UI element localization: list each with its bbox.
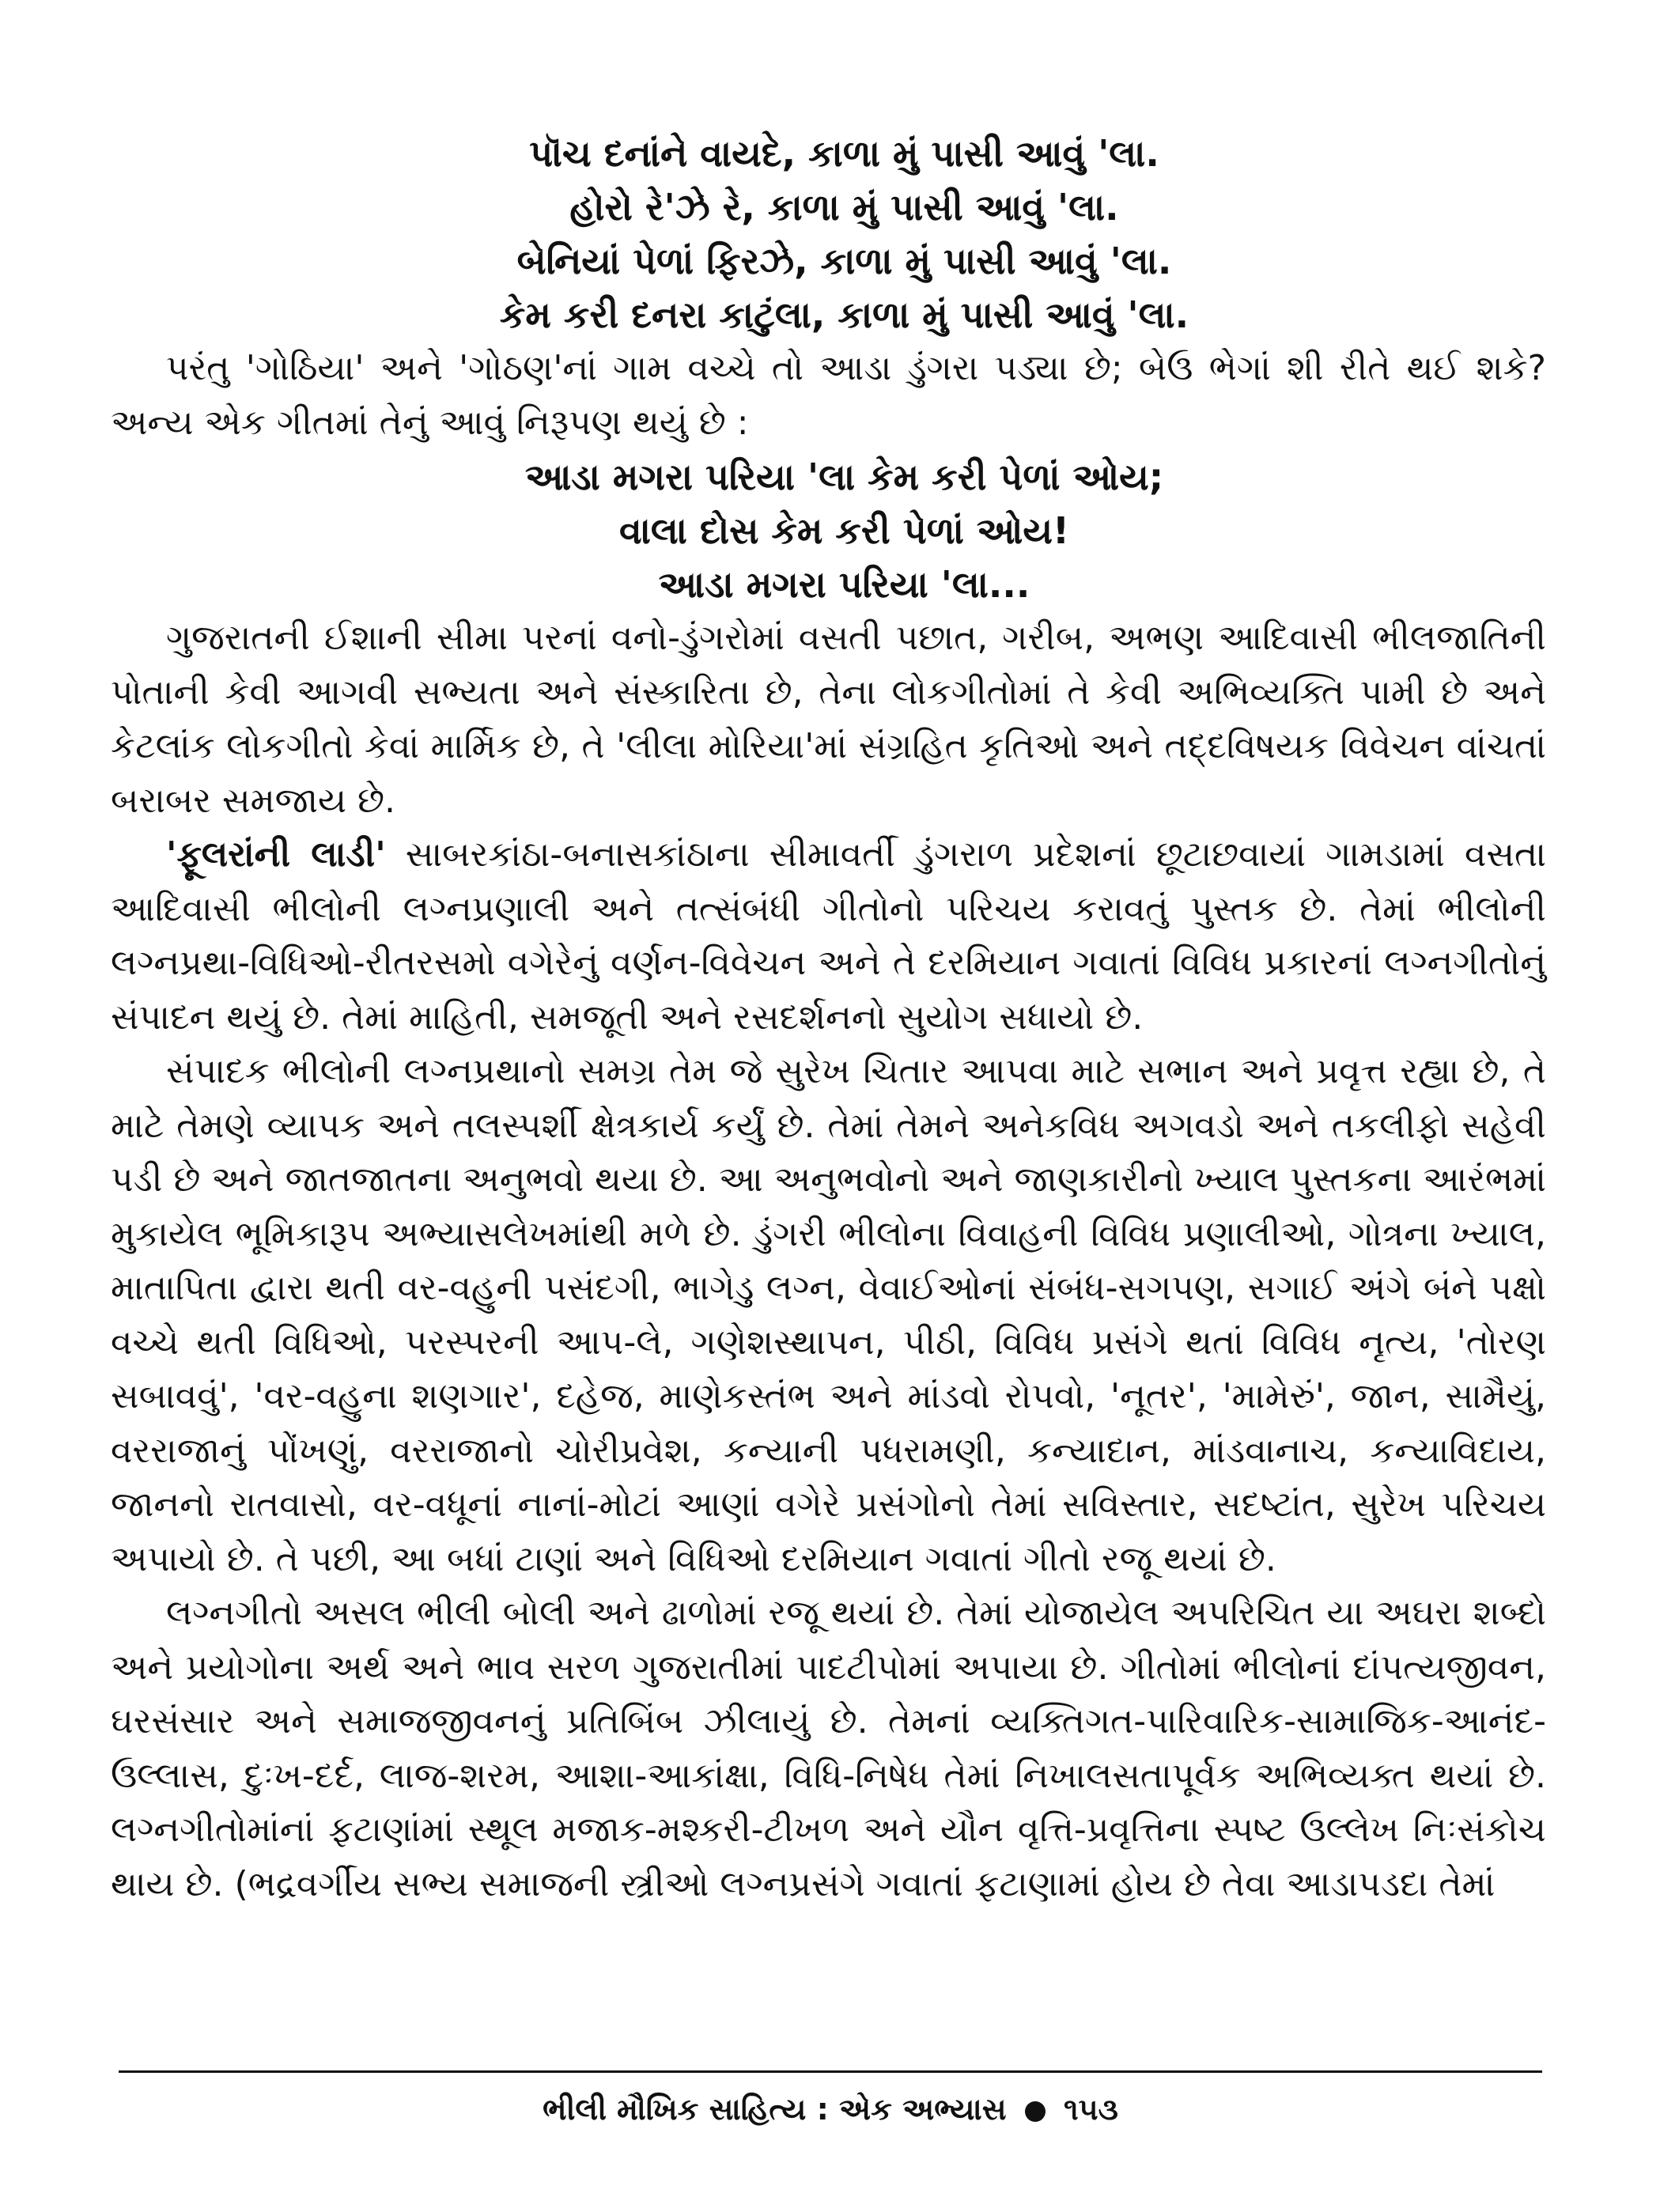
verse-line: હોરો રે'ઝે રે, કાળા મું પાસી આવું 'લા. (569, 186, 1119, 229)
page-number: ૧૫૩ (1064, 2092, 1118, 2127)
verse-block-2 (111, 450, 1546, 611)
verse-line: પૉચ દનાંને વાયદે, કાળા મું પાસી આવું 'લા. (529, 132, 1159, 175)
paragraph-text: સાબરકાંઠા-બનાસકાંઠાના સીમાવર્તી ડુંગરાળ પ્રદેશનાં છૂટાછવાયાં ગામડામાં વસતા આદિવાસી ભીલોની લગ્નપ્રણાલી અને તત્સંબંધી ગીતોનો પરિચય કરાવતું પુસ્તક છે. તેમાં ભીલોની લગ્નપ્રથા-વિધિઓ-રીતરસમો વગેરેનું વર્ણન-વિવેચન અને તે દરમિયાન ગવાતાં વિવિધ પ્રકારનાં લગ્નગીતોનું સંપાદન થયું છે. તેમાં માહિતી, સમજૂતી અને રસદર્શનનો સુયોગ સધાયો છે. (111, 834, 1546, 1038)
verse-line: કેમ કરી દનરા કાટુંલા, કાળા મું પાસી આવું 'લા. (499, 293, 1189, 336)
book-title: 'ફૂલરાંની લાડી' (166, 834, 386, 875)
verse-line: આડા મગરા પરિયા 'લા કેમ કરી પેળાં ઓય; (524, 456, 1164, 498)
verse-line: બેનિયાં પેળાં ફિરઝે, કાળા મું પાસી આવું 'લા. (516, 240, 1172, 282)
paragraph: પરંતુ 'ગોઠિયા' અને 'ગોઠણ'નાં ગામ વચ્ચે તો આડા ડુંગરા પડ્યા છે; બેઉ ભેગાં શી રીતે થઈ શકે? અન્ય એક ગીતમાં તેનું આવું નિરૂપણ થયું છે : (111, 348, 1546, 443)
paragraph (111, 828, 1546, 1045)
page-footer (119, 2092, 1542, 2127)
verse-line: આડા મગરા પરિયા 'લા... (658, 563, 1030, 606)
paragraph: લગ્નગીતો અસલ ભીલી બોલી અને ઢાળોમાં રજૂ થયાં છે. તેમાં યોજાયેલ અપરિચિત યા અઘરા શબ્દો અને પ્રયોગોના અર્થ અને ભાવ સરળ ગુજરાતીમાં પાદટીપોમાં અપાયા છે. ગીતોમાં ભીલોનાં દાંપત્યજીવન, ઘરસંસાર અને સમાજજીવનનું પ્રતિબિંબ ઝીલાયું છે. તેમનાં વ્યક્તિગત-પારિવારિક-સામાજિક-આનંદ-ઉલ્લાસ, દુઃખ-દર્દ, લાજ-શરમ, આશા-આકાંક્ષા, વિધિ-નિષેધ તેમાં નિખાલસતાપૂર્વક અભિવ્યક્ત થયાં છે. લગ્નગીતોમાંનાં ફટાણાંમાં સ્થૂલ મજાક-મશ્કરી-ટીખળ અને યૌન વૃત્તિ-પ્રવૃત્તિના સ્પષ્ટ ઉલ્લેખ નિઃસંકોચ થાય છે. (ભદ્રવર્ગીય સભ્ય સમાજની સ્ત્રીઓ લગ્નપ્રસંગે ગવાતાં ફટાણામાં હોય છે તેવા આડાપડદા તેમાં (111, 1593, 1546, 1904)
page-body (111, 127, 1546, 1911)
bullet-icon (1025, 2101, 1046, 2122)
running-title: ભીલી મૌખિક સાહિત્ય : એક અભ્યાસ (543, 2092, 1007, 2127)
paragraph: સંપાદક ભીલોની લગ્નપ્રથાનો સમગ્ર તેમ જે સુરેખ ચિતાર આપવા માટે સભાન અને પ્રવૃત્ત રહ્યા છે, તે માટે તેમણે વ્યાપક અને તલસ્પર્શી ક્ષેત્રકાર્ય કર્યું છે. તેમાં તેમને અનેકવિધ અગવડો અને તકલીફો સહેવી પડી છે અને જાતજાતના અનુભવો થયા છે. આ અનુભવોનો અને જાણકારીનો ખ્યાલ પુસ્તકના આરંભમાં મુકાયેલ ભૂમિકારૂપ અભ્યાસલેખમાંથી મળે છે. ડુંગરી ભીલોના વિવાહની વિવિધ પ્રણાલીઓ, ગોત્રના ખ્યાલ, માતાપિતા દ્વારા થતી વર-વહુની પસંદગી, ભાગેડુ લગ્ન, વેવાઈઓનાં સંબંધ-સગપણ, સગાઈ અંગે બંને પક્ષો વચ્ચે થતી વિધિઓ, પરસ્પરની આપ-લે, ગણેશસ્થાપન, પીઠી, વિવિધ પ્રસંગે થતાં વિવિધ નૃત્ય, 'તોરણ સબાવવું', 'વર-વહુના શણગાર', દહેજ, માણેકસ્તંભ અને માંડવો રોપવો, 'નૂતર', 'મામેરું', જાન, સામૈયું, વરરાજાનું પોંખણું, વરરાજાનો ચોરીપ્રવેશ, કન્યાની પધરામણી, કન્યાદાન, માંડવાનાચ, કન્યાવિદાય, જાનનો રાતવાસો, વર-વધૂનાં નાનાં-મોટાં આણાં વગેરે પ્રસંગોનો તેમાં સવિસ્તાર, સદષ્ટાંત, સુરેખ પરિચય અપાયો છે. તે પછી, આ બધાં ટાણાં અને વિધિઓ દરમિયાન ગવાતાં ગીતો રજૂ થયાં છે. (111, 1051, 1546, 1579)
paragraph: ગુજરાતની ઈશાની સીમા પરનાં વનો-ડુંગરોમાં વસતી પછાત, ગરીબ, અભણ આદિવાસી ભીલજાતિની પોતાની કેવી આગવી સભ્યતા અને સંસ્કારિતા છે, તેના લોકગીતોમાં તે કેવી અભિવ્યક્તિ પામી છે અને કેટલાંક લોકગીતો કેવાં માર્મિક છે, તે 'લીલા મોરિયા'માં સંગ્રહિત કૃતિઓ અને તદ્દવિષયક વિવેચન વાંચતાં બરાબર સમજાય છે. (111, 618, 1546, 821)
verse-block-1 (111, 127, 1546, 342)
footer-rule (119, 2070, 1542, 2073)
verse-line: વાલા દોસ કેમ કરી પેળાં ઓય! (618, 509, 1070, 552)
